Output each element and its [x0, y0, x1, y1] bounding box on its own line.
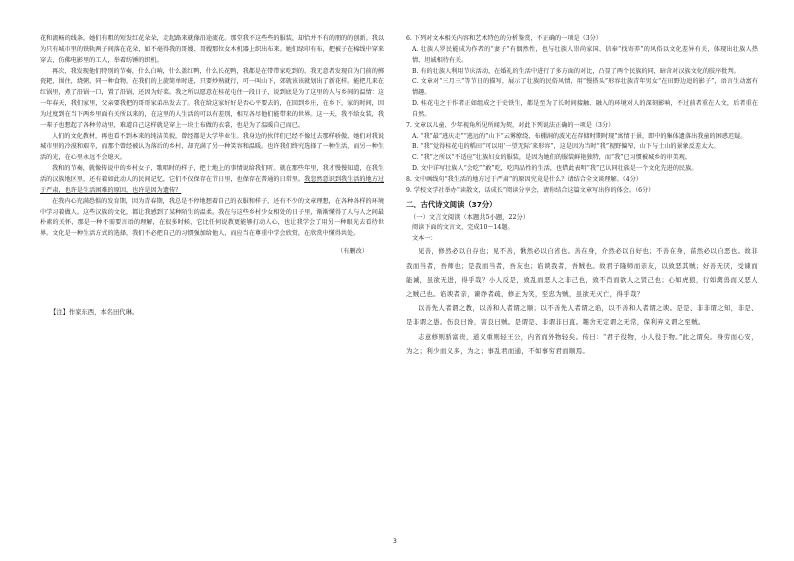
option: A. “我”最“逃庆走”“逃远的”山下“云雾缭绕，布棚洞的波光在存储时期时现”寓情于景，即中的集体遗落出我童的困惑迟疑。 [412, 132, 747, 140]
underlined-sentence: 我忽然意识到我生活的地方过于严肃，也许是生活困难的原因，也许是因为遗传？ [40, 175, 384, 194]
right-column [406, 34, 758, 358]
question-6: 6. 下列对文本相关内容和艺术特色的分析鉴赏，不正确的一项是（3分） [406, 35, 602, 42]
paragraph-text: 我和的节奏，就像传说中的乡村女子，歌唱时的样子，把土地上的事情说给我们听。就在那些年里，我才慢慢知道，在我生活的汉族地区里，还有着如此动人的民间记忆，它们不仅保存在节日里，也保存在普通的日常里。 [40, 165, 384, 183]
instruction-text: 阅读下面的文言文，完成10～14题。 [412, 223, 514, 231]
classical-paragraph: 见善，修然必以自存也；见不善，愀然必以自省也。善在身，介然必以自好也；不善在身，菑然必以自恶也。故非我而当者，吾师也；是我而当者，吾友也；谄谀我者，吾贼也。故君子隆师而亲友，以致恶其贼；好善无厌，受谏而能诫，虽欲无进，得乎哉？小人反是，致乱而恶人之非己也，致不肖而欲人之贤己也；心如虎狼，行如禽兽而又恶人之贼己也。谄谀者亲，谏诤者疏，修正为笑，至忠为贼，虽欲无灭亡，得乎哉？ [406, 247, 758, 298]
classical-paragraph: 以善先人者谓之教，以善和人者谓之顺；以不善先人者谓之谄，以不善和人者谓之谀。是是、非非谓之知，非是、是非谓之愚。伤良曰谗，害良曰贼。是谓是、非谓非曰直。趣舍无定谓之无常，保利弃义谓之至贼。 [406, 304, 758, 327]
option: A. 壮族人罗民能成为作者的“妻子”有偶然性，也与壮族人崇尚家国、信奉“找寄养”的风俗以文化差异有关，体现出壮族人热情、坦诚相待有关。 [412, 45, 758, 64]
page-number: 3 [393, 538, 397, 545]
option: B. 有的壮族人利用节庆活动，在婚礼的生活中进行了多方面的对比，凸显了两个民族的同，暗含对汉族文化的肢序批判。 [412, 67, 740, 75]
reading-paragraph: 再次，我发现他们特别的节奏，什么白响，什么盖红鸭，什么长花鸭，我都是在带带家吃到的。我无意者发现自为门前的掷瓷耙，围住，烧粥，同一种食物，在我们的上旋简单时进，只要炒熟就行，可一叫山下，郊就该该就划出了新花样。能把几来在红锅里，煮了沿锅一口，置了沿锅，还因为好菜。我之所以愿意在桂花屯住一段日子，说到底是为了这里的人与乡间的温情：这一年春天，我们家里，父亲要我把的哥哥家弟出发去了。我在给这家好好是否心平要去的，在回到乡庄，在乡下，家的时间，因为过度到在当下两乡里面有关所以来的，在这里的人生活的可以有差别，相互各尽他们能带来的世界。这一天，我不给女装，我一辈子也想起了各种劳动里，难道自己这样就是穿上一块土布做的衣裳，也是为了温暖自己而已。 [40, 67, 384, 129]
option: B. “我”觉得桂花屯的稻田“可以用‘一望无际’来形容”，这是因为当时“我”视野偏窄，山下与土山的景象反差太大。 [412, 143, 720, 151]
classical-paragraph: 志意修则骄富贵，道义重则轻王公，内省而外物轻矣。传曰：“君子役物，小人役于物。”此之谓矣。身劳而心安，为之；利少而义多，为之；事乱君而通，不如事穷君而顺焉。 [406, 332, 758, 355]
left-column [40, 34, 384, 324]
reading-paragraph: 花和流畅的线条。她们有粗的短发红花朵朵，走起路来就像沿途流花。那堂我不这些些的服装，却恰并不有的朋的的创新。我以为只有城市里的铁轨两子间落在花朵，如不毫得我的哥嫂、哥嫂那位女木机器上织出布来。她们绿印有布，把被子在棉线中穿来穿去，仿佛电影里的工人，举着纺锤的织机。 [40, 35, 384, 64]
source-note: （有删改） [337, 248, 368, 256]
option: C. “我”之所以“不适应”壮族妇女的服装，是因为她们的服装鲜艳独特，而“我”已习惯被城乡的审美观。 [412, 154, 691, 162]
option: C. 文章对“三月三”等节日的描写，展示了壮族的民俗风情，用“慢搭头”形容壮族青年男女“在田野边追的影子”，语言生动富有情趣。 [412, 78, 758, 97]
reading-paragraph: 人们的文化教材，再也看不到本来的纯洁美貌，曾经都是大学毕业生。我身边的伙伴们已经不像过去那样骄傲，她们对我说城市里的冷漠和艰辛，而那个曾经被认为落后的乡村，却充满了另一种笑容和温暖。也许我们终究选择了一种生活，而另一种生活的光，在心里永远不会熄灭。 [40, 132, 384, 162]
author-note: 【注】作家东西，本名田代琳。 [50, 309, 139, 317]
question-8: 8. 文中画线句“我生活的地方过于严肃”的原因究竟是什么？请结合全文谈理解。（4分） [406, 175, 642, 183]
reading-paragraph [40, 164, 384, 197]
text-label: 文本一： [412, 234, 437, 242]
option: D. 文中详写壮族人“会吃”“敢”吃，吃肉品性的生活，也借此表明“我”已认同壮族是一个文化先进的民族。 [412, 165, 698, 173]
subsection-heading: （一）文言文阅读（本题共5小题，22分） [410, 213, 530, 221]
reading-paragraph: 在我内心充满恐惧的发育期，因为青春期，我总是不停地想着自己的衣服和样子，还有不少的文章理想，在各种各样的环境中学习着做人。这些汉族的文化，都让我感到了某种陌生的温柔。我在与这些乡村少女相处的日子里，渐渐懂得了人与人之间最朴素的关怀，那是一种不需要言语的理解，在很多时候，它比任何说教更能够打动人心，也让我学会了用另一种眼光去看待世界。文化是一种生活方式的选择，我们不必把自己的习惯强加给他人，而应当在尊重中学会欣赏，在欣赏中懂得共处。 [40, 197, 384, 238]
question-7: 7. 文章以儿童、少年视角所见所闻为契，对此下列说法正确的一项是（3分） [406, 121, 615, 129]
option: D. 桂花屯之于作者正如组成之于史铁生，都是至为了长时间接触、融入的环境对人的深刻影响，不过前者重在人文，后者重在自然。 [412, 100, 758, 118]
section-heading: 二、古代诗文阅读（37分） [406, 199, 497, 209]
question-9: 9. 学校文学社举办“读散文，话成长”阅读分享会，请你结合这篇文章写出你的体会。（6分） [406, 186, 655, 194]
